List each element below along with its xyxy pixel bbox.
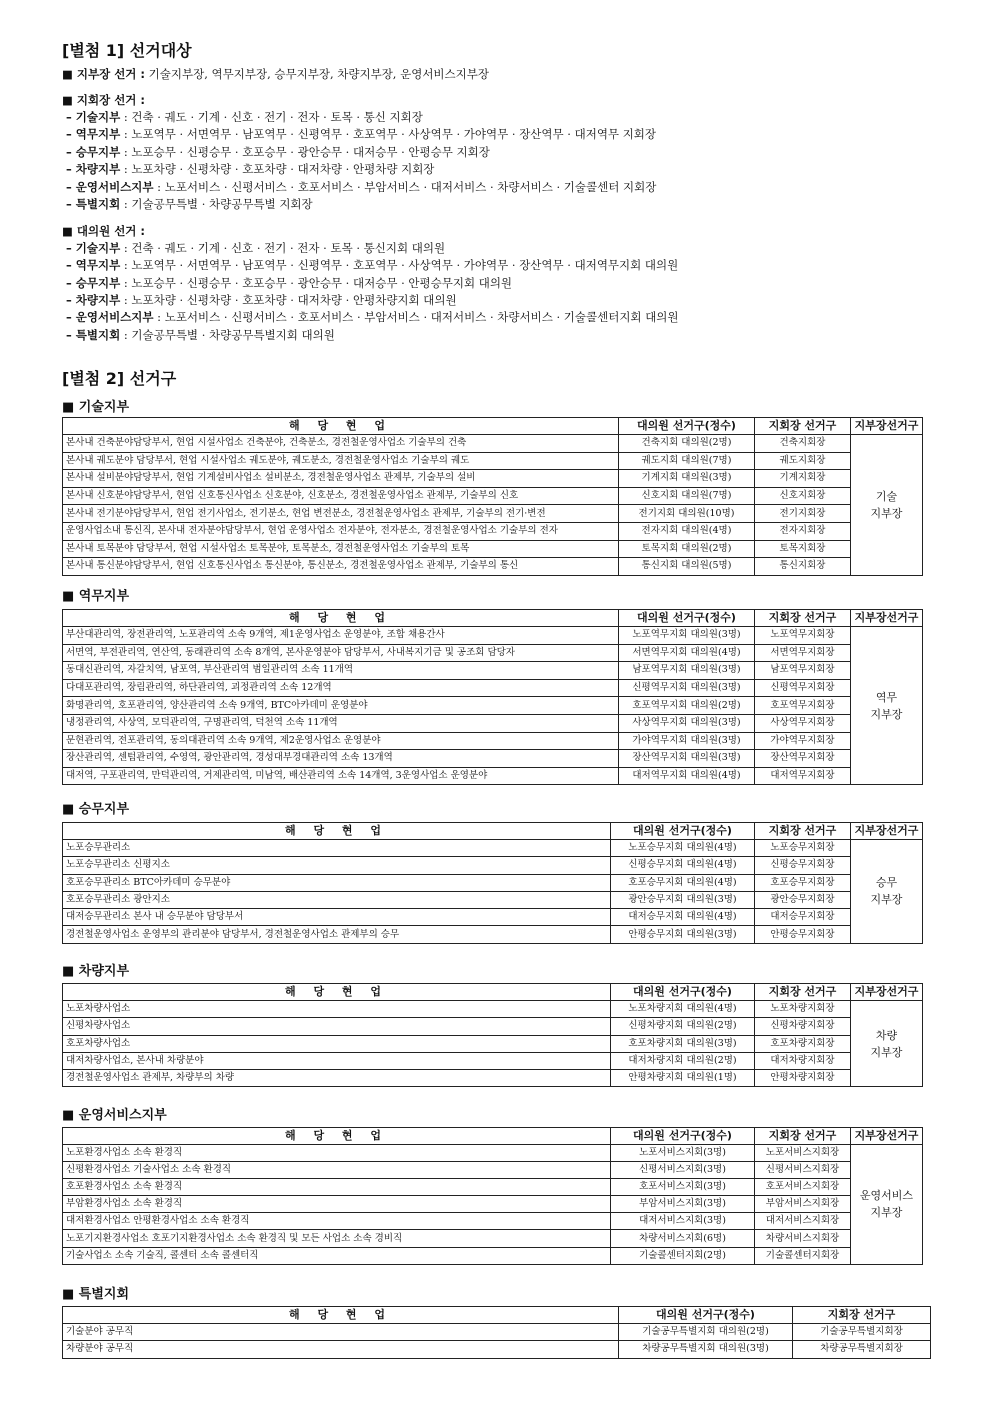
delegate-district-cell: 대저승무지회 대의원(4명) [611,909,755,926]
table-header-row [63,823,923,840]
work-cell: 호포승무관리소 BTC아카데미 승무분야 [63,874,611,891]
delegate-district-cell: 토목지회 대의원(2명) [619,540,755,558]
delegate-district-cell: 서면역무지회 대의원(4명) [619,644,755,662]
chapter-line: – 차량지부 : 노포차량 · 신평차량 · 호포차량 · 대저차량 · 안평차량 지회장 [66,162,435,176]
branch-district-line: 지부장 [870,1206,903,1220]
column-header-work: 해 당 현 업 [63,1128,611,1145]
chapter-district-cell: 장산역무지회장 [755,750,851,768]
section-title: ■ 기술지부 [62,400,130,415]
work-cell: 노포환경사업소 소속 환경직 [63,1145,611,1162]
column-header-delegate: 대의원 선거구(정수) [611,823,755,840]
table-row [63,926,923,943]
column-header-work: 해 당 현 업 [63,823,611,840]
table-header-row [63,418,923,435]
work-cell: 신평차량사업소 [63,1018,611,1035]
chapter-district-cell: 안평차량지회장 [755,1070,851,1087]
table-row [63,1052,923,1069]
delegate-district-cell: 사상역무지회 대의원(3명) [619,714,755,732]
chapter-district-cell: 전기지회장 [755,505,851,523]
column-header-branch: 지부장선거구 [851,1128,923,1145]
branch-district-cell [851,627,923,785]
column-header-work: 해 당 현 업 [63,984,611,1001]
table-row [63,732,923,750]
column-header-chapter: 지회장 선거구 [755,823,851,840]
delegate-district-cell: 통신지회 대의원(5명) [619,558,755,576]
chapter-district-cell: 부암서비스지회장 [755,1196,851,1213]
delegate-district-cell: 장산역무지회 대의원(3명) [619,750,755,768]
table-row [63,1179,923,1196]
branch-district-cell [851,1145,923,1265]
work-cell: 장산관리역, 센텀관리역, 수영역, 광안관리역, 경성대부경대관리역 소속 13개역 [63,750,619,768]
delegate-district-cell: 호포역무지회 대의원(2명) [619,697,755,715]
branch-district-line: 지부장 [870,1045,903,1059]
delegate-district-cell: 차량서비스지회(6명) [611,1230,755,1247]
district-table [62,417,923,576]
work-cell: 냉정관리역, 사상역, 모덕관리역, 구명관리역, 덕천역 소속 11개역 [63,714,619,732]
work-cell: 호포승무관리소 광안지소 [63,891,611,908]
chapter-district-cell: 호포역무지회장 [755,697,851,715]
delegate-district-cell: 가야역무지회 대의원(3명) [619,732,755,750]
chapter-district-cell: 신호지회장 [755,487,851,505]
work-cell: 본사내 전기분야담당부서, 현업 전기사업소, 전기분소, 현업 변전분소, 경전철운영사업소 관제부, 기술부의 전기·변전 [63,505,619,523]
column-header-work: 해 당 현 업 [63,418,619,435]
section-title: ■ 역무지부 [62,589,130,604]
work-cell: 노포기지환경사업소 호포기지환경사업소 소속 환경직 및 모든 사업소 소속 경비직 [63,1230,611,1247]
table-row [63,857,923,874]
table-header-row [63,984,923,1001]
column-header-branch: 지부장선거구 [851,418,923,435]
table-row [63,1162,923,1179]
chapter-line: – 특별지회 : 기술공무특별 · 차량공무특별 지회장 [66,197,313,211]
chapter-line: – 승무지부 : 노포승무 · 신평승무 · 호포승무 · 광안승무 · 대저승무 · 안평승무 지회장 [66,145,490,159]
delegate-district-cell: 차량공무특별지회 대의원(3명) [619,1341,793,1358]
chapter-line: – 기술지부 : 건축 · 궤도 · 기계 · 신호 · 전기 · 전자 · 토목 · 통신 지회장 [66,110,423,124]
chapter-district-cell: 서면역무지회장 [755,644,851,662]
work-cell: 신평환경사업소 기술사업소 소속 환경직 [63,1162,611,1179]
table-row [63,627,923,645]
table-row [63,679,923,697]
delegate-head-label: ■ 대의원 선거 : [62,224,146,238]
work-cell: 부암환경사업소 소속 환경직 [63,1196,611,1213]
delegate-district-cell: 광안승무지회 대의원(3명) [611,891,755,908]
work-cell: 문현관리역, 전포관리역, 동의대관리역 소속 9개역, 제2운영사업소 운영분야 [63,732,619,750]
column-header-chapter: 지회장 선거구 [755,418,851,435]
branch-district-cell [851,1001,923,1087]
chapter-district-cell: 안평승무지회장 [755,926,851,943]
chapter-line: – 역무지부 : 노포역무 · 서면역무 · 남포역무 · 신평역무 · 호포역무 · 사상역무 · 가야역무 · 장산역무 · 대저역무 지회장 [66,127,657,141]
branch-district-line: 운영서비스 [859,1189,914,1203]
district-table [62,822,923,944]
delegate-district-cell: 호포승무지회 대의원(4명) [611,874,755,891]
table-row [63,1145,923,1162]
work-cell: 차량분야 공무직 [63,1341,619,1358]
chapter-district-cell: 기계지회장 [755,470,851,488]
section-title: ■ 승무지부 [62,802,130,817]
work-cell: 기술분야 공무직 [63,1324,619,1341]
delegate-district-cell: 안평차량지회 대의원(1명) [611,1070,755,1087]
delegate-district-cell: 호포서비스지회(3명) [611,1179,755,1196]
delegate-district-cell: 호포차량지회 대의원(3명) [611,1035,755,1052]
work-cell: 경전철운영사업소 관제부, 차량부의 차량 [63,1070,611,1087]
section-title: ■ 특별지회 [62,1287,130,1302]
column-header-delegate: 대의원 선거구(정수) [619,418,755,435]
work-cell: 기술사업소 소속 기술직, 콜센터 소속 콜센터직 [63,1247,611,1264]
delegate-district-cell: 노포차량지회 대의원(4명) [611,1001,755,1018]
table-row [63,662,923,680]
chapter-district-cell: 노포차량지회장 [755,1001,851,1018]
work-cell: 호포차량사업소 [63,1035,611,1052]
section-title: ■ 차량지부 [62,964,130,979]
table-row [63,909,923,926]
table-row [63,1247,923,1264]
chapter-district-cell: 노포승무지회장 [755,840,851,857]
delegate-district-cell: 신평차량지회 대의원(2명) [611,1018,755,1035]
delegate-district-cell: 기술공무특별지회 대의원(2명) [619,1324,793,1341]
column-header-work: 해 당 현 업 [63,610,619,627]
column-header-delegate: 대의원 선거구(정수) [619,1307,793,1324]
chapter-district-cell: 대저차량지회장 [755,1052,851,1069]
delegate-district-cell: 전자지회 대의원(4명) [619,522,755,540]
column-header-chapter: 지회장 선거구 [755,984,851,1001]
table-row [63,487,923,505]
column-header-delegate: 대의원 선거구(정수) [611,1128,755,1145]
branch-district-cell [851,840,923,944]
delegate-district-cell: 신평승무지회 대의원(4명) [611,857,755,874]
table-row [63,767,923,785]
table-row [63,1018,923,1035]
work-cell: 동대신관리역, 자갈치역, 남포역, 부산관리역 범일관리역 소속 11개역 [63,662,619,680]
work-cell: 본사내 통신분야담당부서, 현업 신호통신사업소 통신분야, 통신분소, 경전철운영사업소 관제부, 기술부의 통신 [63,558,619,576]
work-cell: 화명관리역, 호포관리역, 양산관리역 소속 9개역, BTC아카데미 운영분야 [63,697,619,715]
table-row [63,750,923,768]
table-row [63,1035,923,1052]
chapter-district-cell: 대저서비스지회장 [755,1213,851,1230]
delegate-line: – 승무지부 : 노포승무 · 신평승무 · 호포승무 · 광안승무 · 대저승무 · 안평승무지회 대의원 [66,276,513,290]
district-table [62,1127,923,1265]
work-cell: 다대포관리역, 장림관리역, 하단관리역, 괴정관리역 소속 12개역 [63,679,619,697]
chapter-district-cell: 남포역무지회장 [755,662,851,680]
table-header-row [63,1307,931,1324]
work-cell: 대저승무관리소 본사 내 승무분야 담당부서 [63,909,611,926]
chapter-line: – 운영서비스지부 : 노포서비스 · 신평서비스 · 호포서비스 · 부암서비스 · 대저서비스 · 차량서비스 · 기술콜센터 지회장 [66,180,657,194]
branch-district-line: 차량 [875,1028,898,1042]
column-header-branch: 지부장선거구 [851,984,923,1001]
table-row [63,891,923,908]
work-cell: 노포승무관리소 신평지소 [63,857,611,874]
delegate-district-cell: 노포승무지회 대의원(4명) [611,840,755,857]
work-cell: 본사내 토목분야 담당부서, 현업 시설사업소 토목분야, 토목분소, 경전철운영사업소 기술부의 토목 [63,540,619,558]
table-row [63,1070,923,1087]
branch-district-line: 지부장 [870,893,903,907]
chapter-district-cell: 대저역무지회장 [755,767,851,785]
work-cell: 경전철운영사업소 운영부의 관리분야 담당부서, 경전철운영사업소 관제부의 승무 [63,926,611,943]
delegate-district-cell: 전기지회 대의원(10명) [619,505,755,523]
district-table [62,1306,931,1359]
delegate-district-cell: 대저서비스지회(3명) [611,1213,755,1230]
column-header-branch: 지부장선거구 [851,610,923,627]
chapter-district-cell: 사상역무지회장 [755,714,851,732]
branch-district-line: 지부장 [870,506,903,520]
table-header-row [63,610,923,627]
district-table [62,609,923,785]
delegate-district-cell: 신호지회 대의원(7명) [619,487,755,505]
chapter-district-cell: 전자지회장 [755,522,851,540]
delegate-line: – 차량지부 : 노포차량 · 신평차량 · 호포차량 · 대저차량 · 안평차량지회 대의원 [66,293,457,307]
table-row [63,558,923,576]
branch-district-line: 역무 [875,690,898,704]
annex1-title: [별첨 1] 선거대상 [62,41,192,60]
chapter-district-cell: 호포승무지회장 [755,874,851,891]
delegate-district-cell: 신평역무지회 대의원(3명) [619,679,755,697]
chapter-district-cell: 신평서비스지회장 [755,1162,851,1179]
chapter-district-cell: 호포서비스지회장 [755,1179,851,1196]
table-row [63,1196,923,1213]
work-cell: 본사내 건축분야담당부서, 현업 시설사업소 건축분야, 건축분소, 경전철운영사업소 기술부의 건축 [63,435,619,453]
branch-district-line: 기술 [875,489,898,503]
table-row [63,714,923,732]
work-cell: 본사내 신호분야담당부서, 현업 신호통신사업소 신호분야, 신호분소, 경전철운영사업소 관제부, 기술부의 신호 [63,487,619,505]
chapter-district-cell: 토목지회장 [755,540,851,558]
branch-head-text: 기술지부장, 역무지부장, 승무지부장, 차량지부장, 운영서비스지부장 [145,67,489,81]
chapter-district-cell: 차량서비스지회장 [755,1230,851,1247]
delegate-line: – 기술지부 : 건축 · 궤도 · 기계 · 신호 · 전기 · 전자 · 토목 · 통신지회 대의원 [66,241,446,255]
delegate-district-cell: 기술콜센터지회(2명) [611,1247,755,1264]
district-table [62,983,923,1087]
work-cell: 노포승무관리소 [63,840,611,857]
annex2-title: [별첨 2] 선거구 [62,369,177,388]
chapter-district-cell: 궤도지회장 [755,452,851,470]
table-row [63,452,923,470]
section-title: ■ 운영서비스지부 [62,1108,167,1123]
delegate-district-cell: 노포역무지회 대의원(3명) [619,627,755,645]
delegate-district-cell: 대저차량지회 대의원(2명) [611,1052,755,1069]
table-row [63,1230,923,1247]
delegate-district-cell: 궤도지회 대의원(7명) [619,452,755,470]
delegate-line: – 특별지회 : 기술공무특별 · 차량공무특별지회 대의원 [66,328,335,342]
delegate-district-cell: 노포서비스지회(3명) [611,1145,755,1162]
work-cell: 노포차량사업소 [63,1001,611,1018]
column-header-chapter: 지회장 선거구 [755,1128,851,1145]
chapter-district-cell: 신평승무지회장 [755,857,851,874]
table-row [63,1341,931,1358]
delegate-district-cell: 안평승무지회 대의원(3명) [611,926,755,943]
table-row [63,522,923,540]
work-cell: 대저환경사업소 안평환경사업소 소속 환경직 [63,1213,611,1230]
chapter-district-cell: 광안승무지회장 [755,891,851,908]
table-row [63,697,923,715]
work-cell: 호포환경사업소 소속 환경직 [63,1179,611,1196]
delegate-line: – 운영서비스지부 : 노포서비스 · 신평서비스 · 호포서비스 · 부암서비스 · 대저서비스 · 차량서비스 · 기술콜센터지회 대의원 [66,310,679,324]
column-header-work: 해 당 현 업 [63,1307,619,1324]
work-cell: 본사내 궤도분야 담당부서, 현업 시설사업소 궤도분야, 궤도분소, 경전철운영사업소 기술부의 궤도 [63,452,619,470]
column-header-delegate: 대의원 선거구(정수) [619,610,755,627]
table-row [63,1324,931,1341]
table-row [63,470,923,488]
branch-district-line: 승무 [875,876,898,890]
table-row [63,435,923,453]
delegate-line: – 역무지부 : 노포역무 · 서면역무 · 남포역무 · 신평역무 · 호포역무 · 사상역무 · 가야역무 · 장산역무 · 대저역무지회 대의원 [66,258,679,272]
branch-head-label: ■ 지부장 선거 : [62,67,146,81]
branch-head-line [62,66,489,83]
table-row [63,874,923,891]
delegate-district-cell: 남포역무지회 대의원(3명) [619,662,755,680]
column-header-delegate: 대의원 선거구(정수) [611,984,755,1001]
delegate-district-cell: 기계지회 대의원(3명) [619,470,755,488]
delegate-district-cell: 부암서비스지회(3명) [611,1196,755,1213]
work-cell: 대저차량사업소, 본사내 차량분야 [63,1052,611,1069]
chapter-district-cell: 기술콜센터지회장 [755,1247,851,1264]
chapter-district-cell: 건축지회장 [755,435,851,453]
chapter-district-cell: 가야역무지회장 [755,732,851,750]
table-row [63,840,923,857]
table-row [63,1213,923,1230]
work-cell: 대저역, 구포관리역, 만덕관리역, 거제관리역, 미남역, 배산관리역 소속 14개역, 3운영사업소 운영분야 [63,767,619,785]
chapter-head-label: ■ 지회장 선거 : [62,93,146,107]
chapter-district-cell: 노포서비스지회장 [755,1145,851,1162]
work-cell: 부산대관리역, 장전관리역, 노포관리역 소속 9개역, 제1운영사업소 운영분야, 조합 채용간사 [63,627,619,645]
column-header-branch: 지부장선거구 [851,823,923,840]
chapter-district-cell: 차량공무특별지회장 [793,1341,931,1358]
chapter-district-cell: 호포차량지회장 [755,1035,851,1052]
work-cell: 서면역, 부전관리역, 연산역, 동래관리역 소속 8개역, 본사운영분야 담당부서, 사내복지기금 및 공조회 담당자 [63,644,619,662]
delegate-district-cell: 대저역무지회 대의원(4명) [619,767,755,785]
table-header-row [63,1128,923,1145]
table-row [63,1001,923,1018]
chapter-district-cell: 기술공무특별지회장 [793,1324,931,1341]
work-cell: 운영사업소내 통신직, 본사내 전자분야담당부서, 현업 운영사업소 전자분야, 전자분소, 경전철운영사업소 기술부의 전자 [63,522,619,540]
column-header-chapter: 지회장 선거구 [755,610,851,627]
chapter-district-cell: 신평차량지회장 [755,1018,851,1035]
table-row [63,540,923,558]
chapter-district-cell: 통신지회장 [755,558,851,576]
chapter-district-cell: 노포역무지회장 [755,627,851,645]
column-header-chapter: 지회장 선거구 [793,1307,931,1324]
chapter-district-cell: 신평역무지회장 [755,679,851,697]
table-row [63,505,923,523]
work-cell: 본사내 설비분야담당부서, 현업 기계설비사업소 설비분소, 경전철운영사업소 관제부, 기술부의 설비 [63,470,619,488]
table-row [63,644,923,662]
branch-district-cell [851,435,923,576]
delegate-district-cell: 건축지회 대의원(2명) [619,435,755,453]
branch-district-line: 지부장 [870,707,903,721]
delegate-district-cell: 신평서비스지회(3명) [611,1162,755,1179]
chapter-district-cell: 대저승무지회장 [755,909,851,926]
